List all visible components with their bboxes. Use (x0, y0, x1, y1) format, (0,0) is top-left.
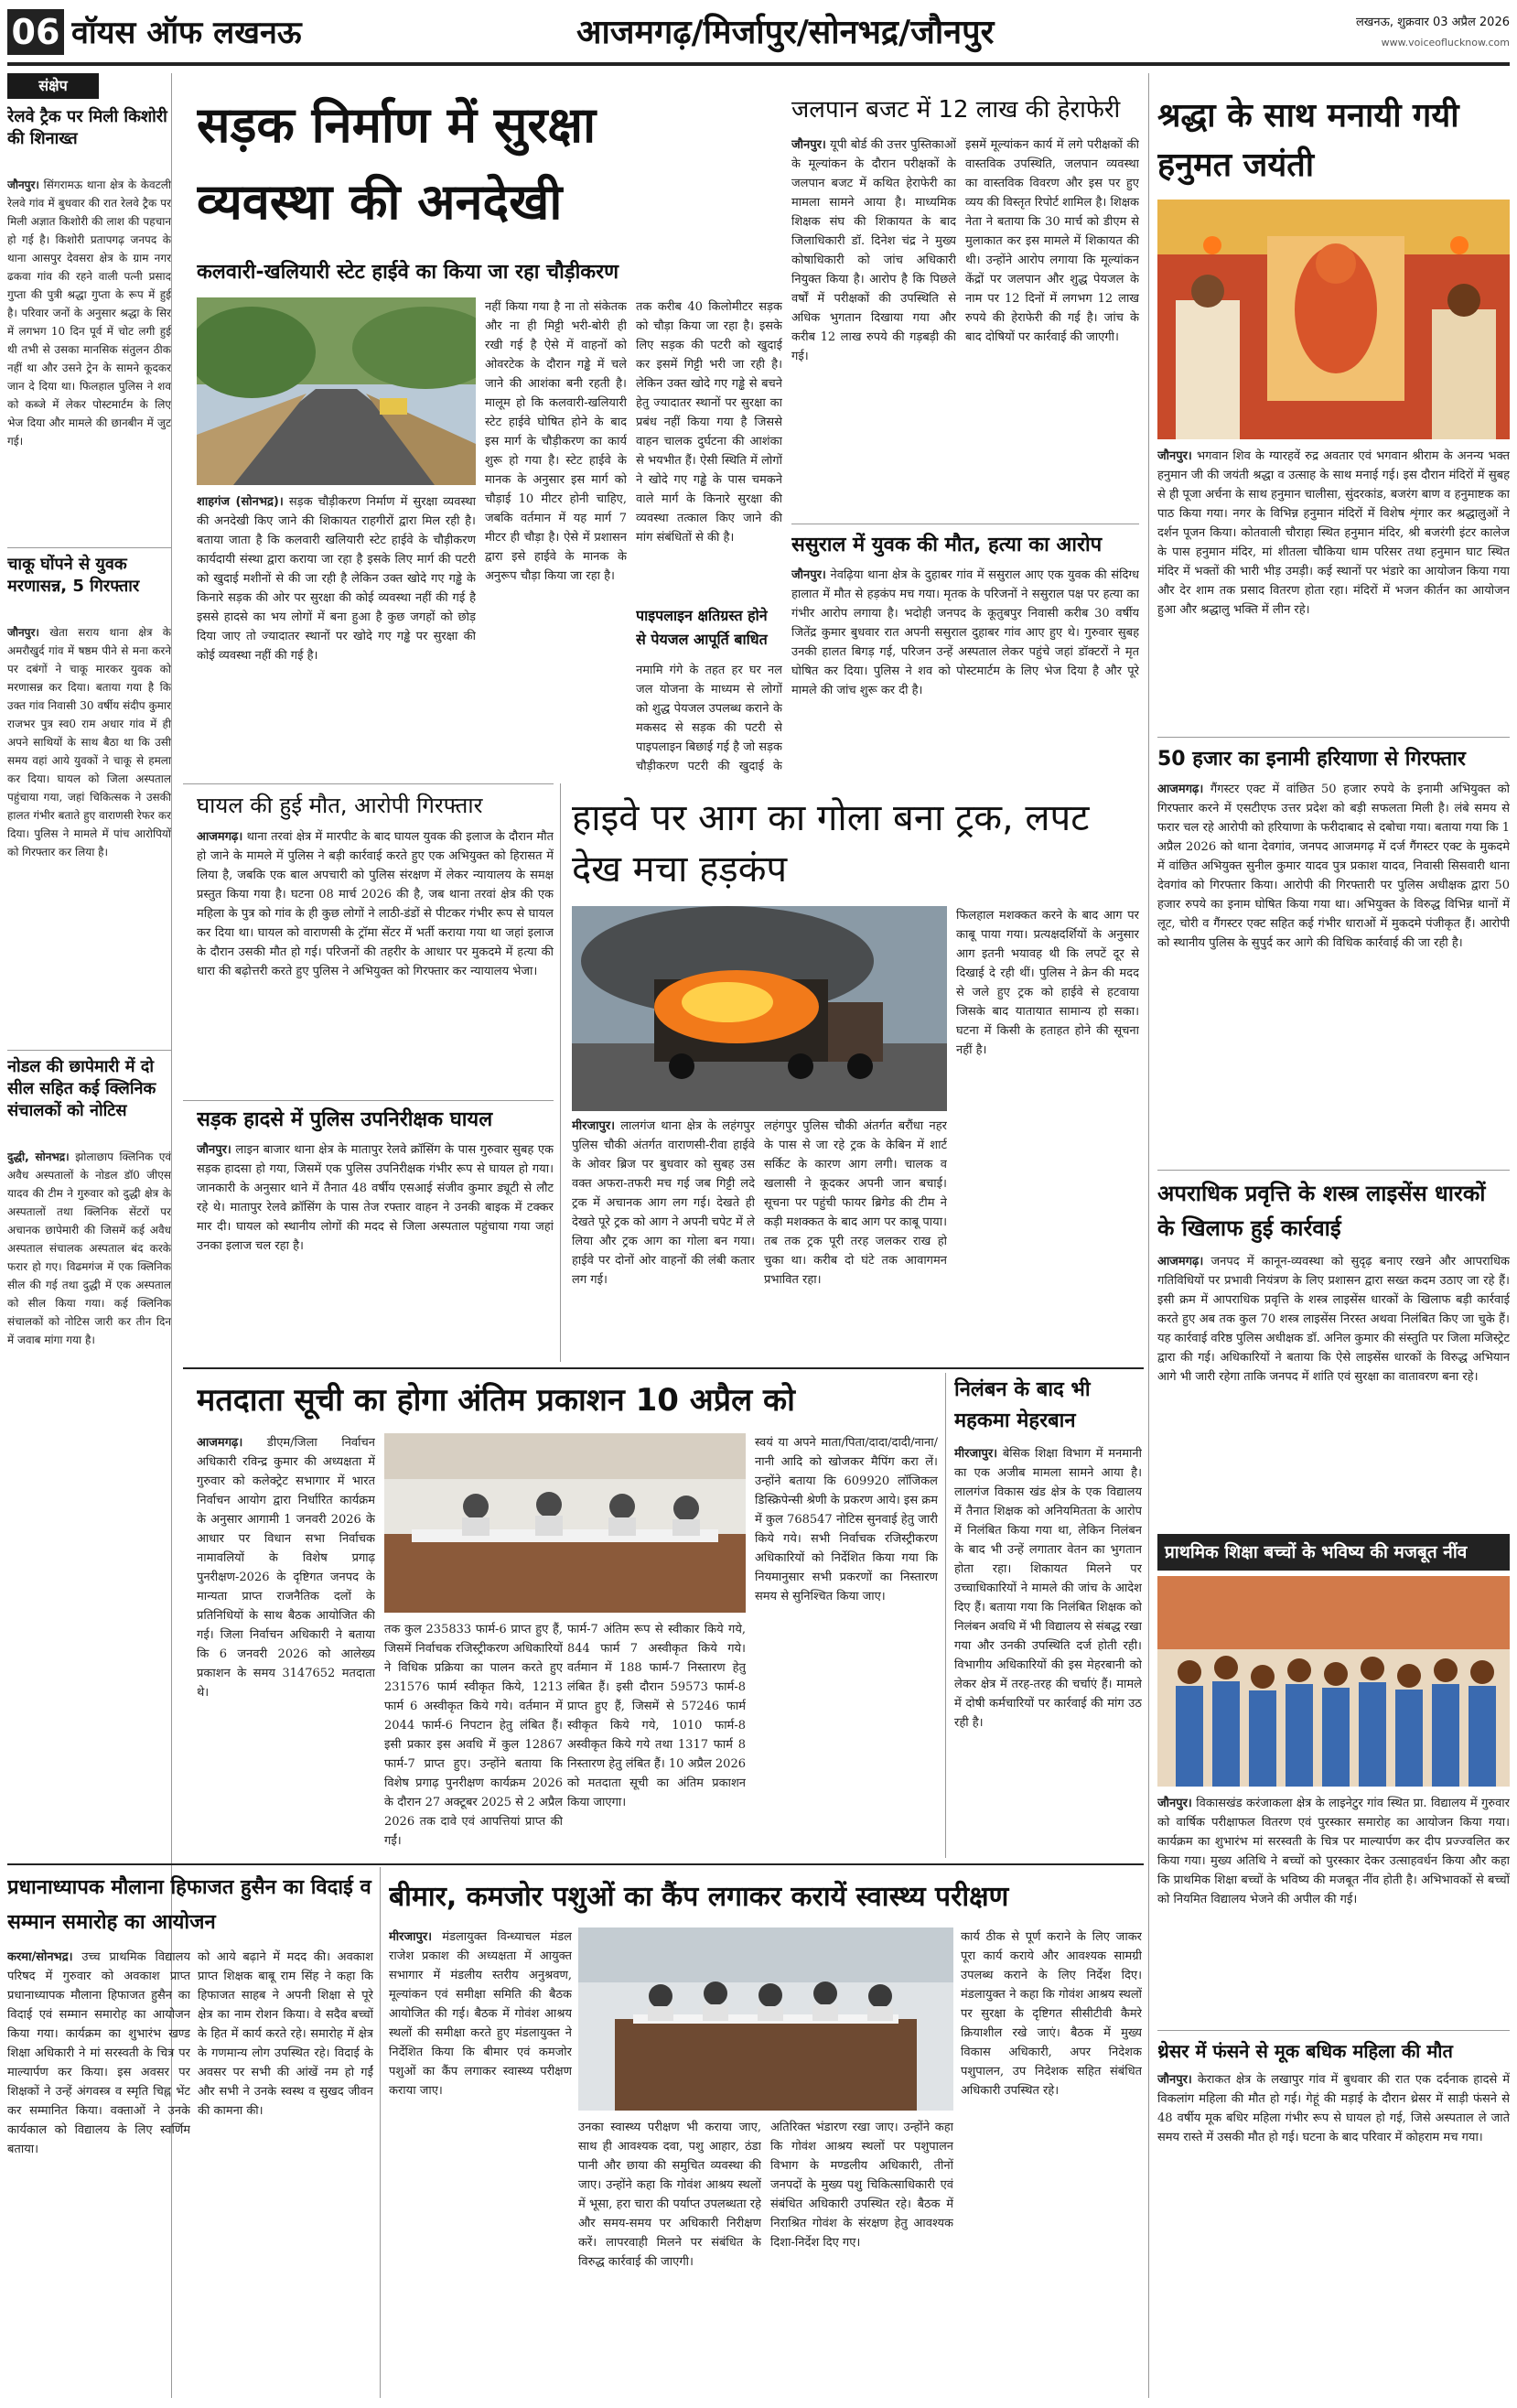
voter-col-1: आजमगढ़। डीएम/जिला निर्वाचन अधिकारी रविन्द्र कुमार की अध्यक्षता में गुरुवार को कलेक्ट्रेट सभागार में भारत निर्वाचन आयोग द्वारा निर्धारित कार्यक्रम के अनुसार आगामी 1 जनवरी 2026 के आधार पर विधान सभा निर्वाचक नामावलियों के विशेष प्रगाढ़ पुनरीक्षण-2026 के दृष्टिगत जनपद के मान्यता प्राप्त राजनैतिक दलों के प्रतिनिधियों के साथ बैठक आयोजित की गई। जिला निर्वाचन अधिकारी ने बताया कि 6 जनवरी 2026 को आलेख्य प्रकाशन के समय 3147652 मतदाता थे। (197, 1436, 375, 1700)
divider (1157, 1170, 1510, 1171)
license-headline: अपराधिक प्रवृत्ति के शस्त्र लाइसेंस धारकों के खिलाफ हुई कार्रवाई (1157, 1181, 1486, 1241)
fire-col-2: लहंगपुर पुलिस चौकी अंतर्गत बरौंधा नहर के पास से जा रहे ट्रक के केबिन में शार्ट सर्किट के कारण आग लगी। चालक व खलासी ने कूदकर अपनी जान बचाई। सूचना पर पहुंची फायर ब्रिगेड की टीम ने कड़ी मशक्कत के बाद आग पर काबू पाया। तब तक ट्रक पूरी तरह जलकर राख हो चुका था। करीब दो घंटे तक आवागमन प्रभावित रहा। (764, 1119, 947, 1287)
animal-col-4: कार्य ठीक से पूर्ण कराने के लिए जाकर पूरा कार्य कराये और आवश्यक सामग्री उपलब्ध कराने के लिए निर्देश दिए। मंडलायुक्त ने कहा कि गोवंश आश्रय स्थलों पर सुरक्षा के दृष्टिगत सीसीटीवी कैमरे क्रियाशील रखे जाएं। बैठक में मुख्य विकास अधिकारी, अपर निदेशक पशुपालन, उप निदेशक सहित संबंधित अधिकारी उपस्थित रहे। (961, 1930, 1142, 2098)
accident-headline: थ्रेसर में फंसने से मूक बधिक महिला की मौत (1157, 2040, 1453, 2062)
divider (183, 783, 554, 784)
breakfast-col-1: जौनपुर। यूपी बोर्ड की उत्तर पुस्तिकाओं के मूल्यांकन के दौरान परीक्षकों के जलपान बजट में कथित हेराफेरी का मामला सामने आया है। माध्यमिक शिक्षक संघ की शिकायत के बाद जिलाधिकारी डॉ. दिनेश चंद्र ने मुख्य कोषाधिकारी को जांच अधिकारी नियुक्त किया है। आरोप है कि पिछले वर्षों में परीक्षकों की उपस्थिति से अधिक भुगतान दिखाया गया और करीब 12 लाख रुपये की गड़बड़ी की गई। (791, 138, 956, 363)
farewell-headline: प्रधानाध्यापक मौलाना हिफाजत हुसैन का विदाई व सम्मान समारोह का आयोजन (7, 1876, 371, 1934)
brief-3-title: नोडल की छापेमारी में दो सील सहित कई क्लिनिक संचालकों को नोटिस (7, 1057, 156, 1120)
murder-headline: ससुराल में युवक की मौत, हत्या का आरोप (791, 534, 1103, 556)
school-photo (1157, 1576, 1510, 1787)
lead-subhead: कलवारी-खलियारी स्टेट हाईवे का किया जा रहा चौड़ीकरण (197, 261, 619, 284)
hanuman-photo (1157, 200, 1510, 439)
animal-col-3: अतिरिक्त भंडारण रखा जाए। उन्होंने कहा कि गोवंश आश्रय स्थलों पर पशुपालन विभाग के मण्डलीय अधिकारी, तीनों जनपदों के मुख्य पशु चिकित्साधिकारी एवं संबंधित अधिकारी उपस्थित रहे। बैठक में निराश्रित गोवंश के संरक्षण हेतु आवश्यक दिशा-निर्देश दिए गए। (770, 2121, 953, 2250)
brief-2-body: जौनपुर। खेता सराय थाना क्षेत्र के अमरौखुर्द गांव में षष्ठम पीने से मना करने पर दबंगों ने चाकू मारकर युवक को मरणासन्न कर दिया। बताया गया है कि उक्त गांव निवासी 30 वर्षीय संदीप कुमार राजभर पुत्र स्व0 राम अधार गांव में ही अपने साथियों के साथ बैठा था कि उसी समय वहां आये युवकों ने चाकू से हमला कर दिया। घायल को जिला अस्पताल पहुंचाया गया, जहां चिकित्सक ने उसकी हालत गंभीर बताते हुए वाराणसी रेफर कर दिया। पुलिस ने मामले में पांच आरोपियों को गिरफ्तार कर लिया है। (7, 626, 171, 858)
section-title: आजमगढ़/मिर्जापुर/सोनभद्र/जौनपुर (576, 14, 995, 51)
lead-col-2: नहीं किया गया है ना तो संकेतक और ना ही मिट्टी भरी-बोरी ही रखी गई है ऐसे में वाहनों को ओवरटेक के दौरान गड्ढे में चले जाने की आशंका बनी रहती है। मालूम हो कि कलवारी-खलियारी स्टेट हाईवे घोषित होने के बाद इस मार्ग के चौड़ीकरण का कार्य शुरू हो गया है। स्टेट हाईवे के मानक के अनुसार इस मार्ग को चौड़ाई 10 मीटर होनी चाहिए, जबकि वर्तमान में यह मार्ग 7 मीटर ही चौड़ा है। ऐसे में प्रशासन द्वारा इसे हाईवे के मानक के अनुरूप चौड़ा किया जा रहा है। (485, 300, 627, 583)
brief-3-body: दुद्धी, सोनभद्र। झोलाछाप क्लिनिक एवं अवैध अस्पतालों के नोडल डॉ0 जीएस यादव की टीम ने गुरुवार को दुद्धी क्षेत्र के अस्पतालों तथा क्लिनिक सेंटरों पर अचानक छापेमारी की जिसमें कई अवैध अस्पताल संचालक अस्पताल बंद करके फरार हो गए। विढमगंज में एक क्लिनिक सील की गई तथा दुद्धी में एक अस्पताल को सील किया गया। कई क्लिनिक संचालकों को नोटिस जारी कर तीन दिन में जवाब मांगा गया है। (7, 1150, 171, 1346)
voter-col-3: फार्म-7 अंतिम रूप से स्वीकार किये गये, 844 फार्म 7 अस्वीकृत किये गये। वर्तमान में 188 फार्म-7 निस्तारण हेतु लंबित हैं। इसी दौरान 59573 फार्म-8 प्राप्त हुए हैं, जिसमें से 57246 फार्म स्वीकृत किये गये, 1010 फार्म-8 अस्वीकृत किये गये तथा 1317 फार्म 8 निस्तारण हेतु लंबित हैं। 10 अप्रैल 2026 को मतदाता सूची का अंतिम प्रकाशन किया जाएगा। (567, 1623, 746, 1809)
page-number: 06 (7, 9, 64, 55)
fire-headline: हाइवे पर आग का गोला बना ट्रक, लपट देख मचा हड़कंप (572, 797, 1090, 891)
voter-col-4: स्वयं या अपने माता/पिता/दादा/दादी/नाना/नानी आदि को खोजकर मैपिंग करा लें। उन्होंने बताया कि 609920 लॉजिकल डिस्क्रिपेन्सी श्रेणी के प्रकरण आये। इस क्रम में कुल 768547 नोटिस सुनवाई हेतु जारी किये गये। सभी निर्वाचक रजिस्ट्रीकरण अधिकारियों को निर्देशित किया गया कि नियमानुसार सभी प्रकरणों का निस्तारण समय से सुनिश्चित किया जाए। (755, 1436, 938, 1604)
masthead-rule (7, 62, 1510, 66)
date-line: लखनऊ, शुक्रवार 03 अप्रैल 2026 (1355, 16, 1510, 29)
breakfast-headline: जलपान बजट में 12 लाख की हेराफेरी (791, 96, 1121, 124)
school-headline: प्राथमिक शिक्षा बच्चों के भविष्य की मजबूत नींव (1157, 1534, 1510, 1571)
brief-tag: संक्षेप (7, 73, 99, 99)
truck-fire-photo (572, 906, 947, 1111)
reward-body: आजमगढ़। गैंगस्टर एक्ट में वांछित 50 हजार रुपये के इनामी अभियुक्त को गिरफ्तार करने में एसटीएफ उत्तर प्रदेश को बड़ी सफलता मिली है। लंबे समय से फरार चल रहे आरोपी को हरियाणा के फरीदाबाद से दबोचा गया। बताया गया कि 1 अप्रैल 2026 को थाना देवगांव, जनपद आजमगढ़ में दर्ज गैंगस्टर एक्ट के मुकदमे में वांछित अभियुक्त सुनील कुमार यादव पुत्र प्रकाश यादव, निवासी सिसवारी थाना देवगांव को गिरफ्तार किया। आरोपी की गिरफ्तारी पर पुलिस अधीक्षक द्वारा 50 हजार रुपये का इनाम घोषित किया गया था। अभियुक्त के विरुद्ध विभिन्न थानों में लूट, चोरी व गैंगस्टर एक्ट सहित कई गंभीर धाराओं में मुकदमे पंजीकृत हैं। आरोपी को स्थानीय पुलिस के सुपुर्द कर आगे की विधिक कार्रवाई की जा रही है। (1157, 783, 1510, 950)
lead-headline: सड़क निर्माण में सुरक्षा व्यवस्था की अनदेखी (197, 96, 597, 231)
fire-col-1: मीरजापुर। लालगंज थाना क्षेत्र के लहंगपुर पुलिस चौकी अंतर्गत वाराणसी-रीवा हाईवे के ओवर ब्रिज पर बुधवार को सुबह उस वक्त अफरा-तफरी मच गई जब गिट्टी लदे ट्रक में अचानक आग लग गई। देखते ही देखते पूरे ट्रक को आग ने अपनी चपेट में ले लिया और ट्रक आग का गोला बन गया। हाईवे पर दोनों ओर वाहनों की लंबी कतार लग गई। (572, 1119, 755, 1287)
road-photo (197, 297, 476, 485)
divider (183, 1100, 554, 1101)
brief-divider (7, 547, 171, 548)
column-rule (380, 1867, 381, 2398)
animal-col-2: उनका स्वास्थ्य परीक्षण भी कराया जाए, साथ ही आवश्यक दवा, पशु आहार, ठंडा पानी और छाया की समुचित व्यवस्था की जाए। उन्होंने कहा कि गोवंश आश्रय स्थलों में भूसा, हरा चारा की पर्याप्त उपलब्धता रहे और समय-समय पर अधिकारी निरीक्षण करें। लापरवाही मिलने पर संबंधित के विरुद्ध कार्रवाई की जाएगी। (578, 2121, 761, 2269)
website: www.voiceoflucknow.com (1381, 37, 1510, 49)
animal-col-1: मीरजापुर। मंडलायुक्त विन्ध्याचल मंडल राजेश प्रकाश की अध्यक्षता में आयुक्त सभागार में मंडलीय स्तरीय अनुश्रवण, मूल्यांकन एवं समीक्षा समिति की बैठक आयोजित की गई। बैठक में गोवंश आश्रय स्थलों की समीक्षा करते हुए मंडलायुक्त ने निर्देशित किया कि बीमार एवं कमजोर पशुओं का कैंप लगाकर स्वास्थ्य परीक्षण कराया जाए। (389, 1930, 572, 2098)
pipeline-body: नमामि गंगे के तहत हर घर नल जल योजना के माध्यम से लोगों को शुद्ध पेयजल उपलब्ध कराने के मकसद से सड़क की पटरी से पाइपलाइन बिछाई गई है जो सड़क चौड़ीकरण पटरी की खुदाई के (636, 664, 782, 773)
voter-headline: मतदाता सूची का होगा अंतिम प्रकाशन 10 अप्रैल को (197, 1382, 795, 1419)
brief-1-title: रेलवे ट्रैक पर मिली किशोरी की शिनाख्त (7, 107, 167, 148)
animal-headline: बीमार, कमजोर पशुओं का कैंप लगाकर करायें स्वास्थ्य परीक्षण (389, 1881, 1009, 1913)
farewell-col-2: को आये बढ़ाने में मदद की। अवकाश प्राप्त शिक्षक बाबू राम सिंह ने कहा कि हिफाजत साहब ने अपनी शिक्षा से पूरे क्षेत्र का नाम रोशन किया। वे सदैव बच्चों के हित में कार्य करते रहे। समारोह में क्षेत्र के गणमान्य लोग उपस्थित रहे। विदाई के अवसर पर सभी की आंखें नम हो गईं और सभी ने उनके स्वस्थ व सुखद जीवन की कामना की। (198, 1950, 373, 2118)
murder-body: जौनपुर। नेवढ़िया थाना क्षेत्र के दुहाबर गांव में ससुराल आए एक युवक की संदिग्ध हालात में मौत से हड़कंप मच गया। मृतक के परिजनों ने ससुराल पक्ष पर हत्या का गंभीर आरोप लगाया है। भदोही जनपद के कूतुबपुर निवासी करीब 30 वर्षीय जितेंद्र कुमार बुधवार रात अपनी ससुराल दुहाबर गांव आए हुए थे। गुरुवार सुबह उनकी हालत बिगड़ गई, परिजन उन्हें अस्पताल लेकर पहुंचे जहां डॉक्टरों ने मृत घोषित कर दिया। पुलिस ने शव को पोस्टमार्टम के लिए भेज दिया है और पूरे मामले की जांच शुरू कर दी है। (791, 568, 1139, 697)
lead-col-3: तक करीब 40 किलोमीटर सड़क को चौड़ा किया जा रहा है। इसके लिए सड़क की पटरी को खुदाई कर इसमें गिट्टी भरी जा रही है। लेकिन उक्त खोदे गए गड्ढे से बचने हेतु ज्यादातर स्थानों पर सुरक्षा का प्रबंध नहीं किया गया है जिससे वाहन चालक दुर्घटना की आशंका से भयभीत हैं। ऐसी स्थिति में लोगों ने खोदे गए गड्ढे के पास चमकने वाले मार्ग के किनारे सुरक्षा की व्यवस्था तत्काल किए जाने की मांग संबंधितों से की है। (636, 300, 782, 545)
column-rule (945, 1373, 946, 1858)
accident-body: जौनपुर। केराकत क्षेत्र के लखापुर गांव में बुधवार की रात एक दर्दनाक हादसे में विकलांग महिला की मौत हो गई। गेहूं की मड़ाई के दौरान थ्रेसर में साड़ी फंसने से 48 वर्षीय मूक बधिर महिला गंभीर रूप से घायल हो गई, जिसे अस्पताल ले जाते समय रास्ते में उसकी मौत हो गई। घटना के बाद परिवार में कोहराम मच गया। (1157, 2073, 1510, 2144)
pipeline-headline: पाइपलाइन क्षतिग्रस्त होने से पेयजल आपूर्ति बाधित (636, 607, 768, 648)
breakfast-col-2: इसमें मूल्यांकन कार्य में लगे परीक्षकों की वास्तविक उपस्थिति, जलपान व्यवस्था का वास्तविक विवरण और इस पर हुए व्यय की विस्तृत रिपोर्ट शामिल है। शिक्षक नेता ने बताया कि 30 मार्च को डीएम से मुलाकात कर इस मामले में शिकायत की थी। उन्होंने आरोप लगाया कि मूल्यांकन केंद्रों पर जलपान और शुद्ध पेयजल के नाम पर 12 दिनों में लगभग 12 लाख रुपये की हेराफेरी की गई है। जांच के बाद दोषियों पर कार्रवाई की जाएगी। (965, 138, 1139, 344)
injured-body: आजमगढ़। थाना तरवां क्षेत्र में मारपीट के बाद घायल युवक की इलाज के दौरान मौत हो जाने के मामले में पुलिस ने बड़ी कार्रवाई करते हुए एक अभियुक्त को हिरासत में लिया है, जबकि एक बाल अपचारी को पुलिस संरक्षण में लेकर न्यायालय के समक्ष प्रस्तुत किया गया है। घटना 08 मार्च 2026 की है, जब थाना तरवां क्षेत्र की एक महिला के पुत्र को गांव के ही कुछ लोगों ने लाठी-डंडों से पीटकर गंभीर रूप से घायल कर दिया था। घायल को वाराणसी के ट्रॉमा सेंटर में भर्ती कराया गया था जहां इलाज के दौरान उसकी मौत हो गई। परिजनों की तहरीर के आधार पर मुकदमे में हत्या की धारा की बढ़ोत्तरी करते हुए पुलिस ने अभियुक्त को गिरफ्तार कर न्यायालय भेजा। (197, 830, 554, 978)
school-body: जौनपुर। विकासखंड करंजाकला क्षेत्र के लाइनेटुर गांव स्थित प्रा. विद्यालय में गुरुवार को वार्षिक परीक्षाफल वितरण एवं पुरस्कार समारोह का आयोजन किया गया। कार्यक्रम का शुभारंभ मां सरस्वती के चित्र पर माल्यार्पण कर दीप प्रज्ज्वलित कर किया गया। मुख्य अतिथि ने बच्चों को पुरस्कार देकर उत्साहवर्धन किया और कहा कि प्राथमिक शिक्षा बच्चों के भविष्य की मजबूत नींव होती है। अभिभावकों से बच्चों को नियमित विद्यालय भेजने की अपील की गई। (1157, 1797, 1510, 1906)
reward-headline: 50 हजार का इनामी हरियाणा से गिरफ्तार (1157, 748, 1466, 771)
hanuman-headline: श्रद्धा के साथ मनायी गयी हनुमत जयंती (1157, 97, 1459, 184)
divider (7, 1863, 1144, 1865)
column-rule (1148, 73, 1149, 2398)
lead-col-1: शाहगंज (सोनभद्र)। सड़क चौड़ीकरण निर्माण में सुरक्षा व्यवस्था की अनदेखी किए जाने की शिकायत राहगीरों द्वारा मिल रही है। बताया जाता है कि कलवारी खलियारी स्टेट हाईवे के चौड़ीकरण कार्यदायी संस्था द्वारा कराया जा रहा है इसके लिए मार्ग की पटरी को खुदाई मशीनों से की जा रही है लेकिन उक्त खोदे गए गड्ढे के किनारे सड़क की ओर पर सुरक्षा की कोई व्यवस्था नहीं की गई है इससे हादसे का भय लोगों में बना हुआ है कुछ जगहों को छोड़ दिया जाए तो ज्यादातर स्थानों पर खोदे गए गड्ढे पर सुरक्षा की कोई व्यवस्था नहीं की गई है। (197, 495, 476, 663)
divider (1157, 737, 1510, 738)
brief-1-body: जौनपुर। सिंगरामऊ थाना क्षेत्र के केवटली रेलवे गांव में बुधवार की रात रेलवे ट्रैक पर मिली अज्ञात किशोरी की लाश की पहचान हो गई है। किशोरी प्रतापगढ़ जनपद के थाना आसपुर देवसरा क्षेत्र के ग्राम नगर ढकवा गांव की रहने वाली पत्नी प्रसाद गुप्ता की पुत्री श्रद्धा गुप्ता के रूप में हुई है। परिवार जनों के अनुसार श्रद्धा के सिर में लगभग 10 दिन पूर्व में चोट लगी हुई थी तभी से उसका मानसिक संतुलन ठीक नहीं था और उसने ट्रेन के सामने कूदकर जान दे दिया था। फिलहाल पुलिस ने शव को कब्जे में लेकर पोस्टमार्टम के लिए भेज दिया और मामले की छानबीन में जुट गई। (7, 178, 171, 448)
brief-2-title: चाकू घोंपने से युवक मरणासन्न, 5 गिरफ्तार (7, 555, 140, 596)
review-meeting-photo (578, 1927, 953, 2111)
farewell-col-1: करमा/सोनभद्र। उच्च प्राथमिक विद्यालय परिषद में गुरुवार को अवकाश प्राप्त प्रधानाध्यापक मौलाना हिफाजत हुसैन का विदाई एवं सम्मान समारोह का आयोजन किया गया। कार्यक्रम का शुभारंभ खण्ड शिक्षा अधिकारी ने मां सरस्वती के चित्र पर माल्यार्पण कर किया। इस अवसर पर शिक्षकों ने उन्हें अंगवस्त्र व स्मृति चिह्न भेंट कर सम्मानित किया। वक्ताओं ने उनके कार्यकाल को विद्यालय के लिए स्वर्णिम बताया। (7, 1950, 190, 2156)
meeting-photo (384, 1433, 746, 1613)
hanuman-body: जौनपुर। भगवान शिव के ग्यारहवें रुद्र अवतार एवं भगवान श्रीराम के अनन्य भक्त हनुमान जी की जयंती श्रद्धा व उत्साह के साथ मनाई गई। इस दौरान मंदिरों में सुबह से ही पूजा अर्चना के साथ हनुमान चालीसा, सुंदरकांड, बजरंग बाण व हनुमाष्टक का पाठ किया गया। नगर के विभिन्न हनुमान मंदिरों में विशेष शृंगार कर श्रद्धालुओं ने दर्शन पूजन किया। कोतवाली चौराहा स्थित हनुमान मंदिर, श्री बजरंगी इंटर कालेज के पास हनुमान मंदिर, मां शीतला चौकिया धाम परिसर तथा हनुमान घाट स्थित मंदिर में भक्तों की भारी भीड़ उमड़ी। कई स्थानों पर भंडारे का आयोजन किया गया और देर शाम तक प्रसाद वितरण होता रहा। मंदिरों में भजन कीर्तन का आयोजन हुआ और श्रद्धालु भक्ति में लीन रहे। (1157, 449, 1510, 617)
suspend-body: मीरजापुर। बेसिक शिक्षा विभाग में मनमानी का एक अजीब मामला सामने आया है। लालगंज विकास खंड क्षेत्र के एक विद्यालय में तैनात शिक्षक को अनियमितता के आरोप में निलंबित किया गया था, लेकिन निलंबन के बाद भी उन्हें लगातार वेतन का भुगतान होता रहा। शिकायत मिलने पर उच्चाधिकारियों ने मामले की जांच के आदेश दिए हैं। बताया गया कि निलंबित शिक्षक को निलंबन अवधि में भी विद्यालय से संबद्ध रखा गया और उनकी उपस्थिति दर्ज होती रही। विभागीय अधिकारियों की इस मेहरबानी को लेकर क्षेत्र में तरह-तरह की चर्चाएं हैं। मामले में दोषी कर्मचारियों पर कार्रवाई की मांग उठ रही है। (954, 1447, 1142, 1730)
divider (1157, 2030, 1510, 2031)
paper-name: वॉयस ऑफ लखनऊ (71, 15, 302, 51)
divider (183, 1367, 1144, 1369)
brief-divider (7, 1050, 171, 1051)
voter-col-2: तक कुल 235833 फार्म-6 प्राप्त हुए हैं, जिसमें निर्वाचक रजिस्ट्रीकरण अधिकारियों ने विधिक प्रक्रिया का पालन करते हुए 231576 फार्म स्वीकृत किये, 1213 फार्म 6 अस्वीकृत किये गये। वर्तमान में 2044 फार्म-6 निपटान हेतु लंबित हैं। इसी प्रकार इस अवधि में कुल 12867 फार्म-7 प्राप्त हुए। उन्होंने बताया कि विशेष प्रगाढ़ पुनरीक्षण कार्यक्रम 2026 के दौरान 27 अक्टूबर 2025 से 2 अप्रैल 2026 तक दावे एवं आपत्तियां प्राप्त की गईं। (384, 1623, 563, 1848)
inspector-body: जौनपुर। लाइन बाजार थाना क्षेत्र के मातापुर रेलवे क्रॉसिंग के पास गुरुवार सुबह एक सड़क हादसा हो गया, जिसमें एक पुलिस उपनिरीक्षक गंभीर रूप से घायल हो गया। जानकारी के अनुसार थाने में तैनात 48 वर्षीय एसआई संजीव कुमार ड्यूटी से लौट रहे थे। मातापुर रेलवे क्रॉसिंग के पास तेज रफ्तार वाहन ने उनकी बाइक में टक्कर मार दी। घायल को स्थानीय लोगों की मदद से जिला अस्पताल पहुंचाया गया जहां उनका इलाज चल रहा है। (197, 1143, 554, 1253)
injured-headline: घायल की हुई मौत, आरोपी गिरफ्तार (197, 793, 483, 818)
fire-col-3: फिलहाल मशक्कत करने के बाद आग पर काबू पाया गया। प्रत्यक्षदर्शियों के अनुसार आग इतनी भयावह थी कि लपटें दूर से दिखाई दे रही थीं। पुलिस ने क्रेन की मदद से जले हुए ट्रक को हाईवे से हटवाया जिसके बाद यातायात सामान्य हो सका। घटना में किसी के हताहत होने की सूचना नहीं है। (956, 909, 1139, 1057)
inspector-headline: सड़क हादसे में पुलिस उपनिरीक्षक घायल (197, 1108, 493, 1131)
suspend-headline: निलंबन के बाद भी महकमा मेहरबान (954, 1378, 1091, 1432)
column-rule (560, 783, 561, 1362)
license-body: आजमगढ़। जनपद में कानून-व्यवस्था को सुदृढ़ बनाए रखने और आपराधिक गतिविधियों पर प्रभावी नियंत्रण के लिए प्रशासन द्वारा सख्त कदम उठाए जा रहे हैं। इसी क्रम में आपराधिक प्रवृत्ति के शस्त्र लाइसेंस धारकों के खिलाफ बड़ी कार्रवाई करते हुए अब तक कुल 70 शस्त्र लाइसेंस निरस्त अथवा निलंबित किए जा चुके हैं। यह कार्रवाई वरिष्ठ पुलिस अधीक्षक डॉ. अनिल कुमार की संस्तुति पर जिला मजिस्ट्रेट द्वारा की गई। अधिकारियों ने बताया कि ऐसे लाइसेंस धारकों के विरुद्ध अभियान आगे भी जारी रहेगा ताकि जनपद में शांति एवं सुरक्षा का वातावरण बना रहे। (1157, 1255, 1510, 1384)
